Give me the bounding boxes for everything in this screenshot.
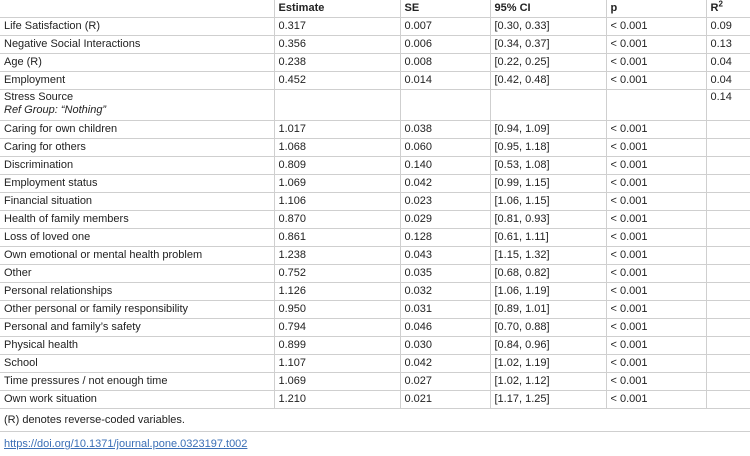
r2-cell [706,301,750,319]
header-r2 [706,0,750,18]
ci-cell: [0.68, 0.82] [490,265,606,283]
table-row [0,36,750,54]
ci-cell: [0.61, 1.11] [490,229,606,247]
p-value-cell: < 0.001 [606,193,706,211]
se-cell: 0.006 [400,36,490,54]
row-label: Caring for others [0,139,274,157]
row-label: Other [0,265,274,283]
p-value-cell: < 0.001 [606,54,706,72]
header-ci: 95% CI [490,0,606,18]
group-p-cell [606,90,706,121]
estimate-cell: 0.452 [274,72,400,90]
table-row [0,157,750,175]
se-cell: 0.043 [400,247,490,265]
stress-source-group [0,90,750,121]
table-row [0,337,750,355]
row-label: Other personal or family responsibility [0,301,274,319]
table-row [0,265,750,283]
p-value-cell: < 0.001 [606,157,706,175]
r2-cell [706,355,750,373]
row-label: Employment status [0,175,274,193]
ci-cell: [0.84, 0.96] [490,337,606,355]
ci-cell: [0.94, 1.09] [490,121,606,139]
r2-cell: 0.04 [706,72,750,90]
estimate-cell: 1.107 [274,355,400,373]
p-value-cell: < 0.001 [606,36,706,54]
se-cell: 0.029 [400,211,490,229]
estimate-cell: 1.126 [274,283,400,301]
estimate-cell: 0.238 [274,54,400,72]
estimate-cell: 0.861 [274,229,400,247]
table-row [0,301,750,319]
row-label: Caring for own children [0,121,274,139]
se-cell: 0.014 [400,72,490,90]
header-estimate: Estimate [274,0,400,18]
p-value-cell: < 0.001 [606,211,706,229]
p-value-cell: < 0.001 [606,18,706,36]
estimate-cell: 0.899 [274,337,400,355]
header-r2-letter: R [710,2,719,14]
r2-cell [706,175,750,193]
se-cell: 0.042 [400,355,490,373]
se-cell: 0.021 [400,391,490,409]
p-value-cell: < 0.001 [606,283,706,301]
group-reference: Ref Group: “Nothing” [4,104,107,116]
r2-cell: 0.04 [706,54,750,72]
estimate-cell: 1.210 [274,391,400,409]
row-label: Physical health [0,337,274,355]
estimate-cell: 0.809 [274,157,400,175]
group-r2-cell: 0.14 [706,90,750,121]
estimate-cell: 0.752 [274,265,400,283]
ci-cell: [0.81, 0.93] [490,211,606,229]
r2-cell [706,157,750,175]
ci-cell: [0.42, 0.48] [490,72,606,90]
header-p: p [606,0,706,18]
header-variable [0,0,274,18]
table-row [0,391,750,409]
group-label: Stress Source [4,91,74,103]
p-value-cell: < 0.001 [606,265,706,283]
se-cell: 0.042 [400,175,490,193]
se-cell: 0.032 [400,283,490,301]
row-label: Age (R) [0,54,274,72]
table-row [0,355,750,373]
row-label: Personal and family’s safety [0,319,274,337]
row-label: Own work situation [0,391,274,409]
estimate-cell: 0.870 [274,211,400,229]
group-se-cell [400,90,490,121]
table-row [0,373,750,391]
table-row [0,175,750,193]
row-label: Time pressures / not enough time [0,373,274,391]
ci-cell: [0.95, 1.18] [490,139,606,157]
r2-cell [706,265,750,283]
ci-cell: [1.15, 1.32] [490,247,606,265]
se-cell: 0.023 [400,193,490,211]
stress-source-rows [0,121,750,409]
group-estimate-cell [274,90,400,121]
ci-cell: [0.70, 0.88] [490,319,606,337]
se-cell: 0.038 [400,121,490,139]
r2-cell [706,337,750,355]
table-row [0,283,750,301]
row-label: Life Satisfaction (R) [0,18,274,36]
se-cell: 0.027 [400,373,490,391]
p-value-cell: < 0.001 [606,139,706,157]
p-value-cell: < 0.001 [606,337,706,355]
header-r2-superscript: 2 [718,0,723,9]
p-value-cell: < 0.001 [606,72,706,90]
se-cell: 0.030 [400,337,490,355]
doi-link[interactable]: https://doi.org/10.1371/journal.pone.0323197.t002 [4,438,248,450]
table-row [0,247,750,265]
table-row [0,319,750,337]
table-footnote: (R) denotes reverse-coded variables. [4,414,185,426]
table-row [0,121,750,139]
header-se: SE [400,0,490,18]
table-row [0,211,750,229]
estimate-cell: 1.238 [274,247,400,265]
r2-cell [706,391,750,409]
r2-cell [706,283,750,301]
estimate-cell: 1.069 [274,373,400,391]
r2-cell [706,229,750,247]
group-label-cell [0,90,274,121]
se-cell: 0.046 [400,319,490,337]
table-row [0,18,750,36]
p-value-cell: < 0.001 [606,319,706,337]
ci-cell: [0.30, 0.33] [490,18,606,36]
r2-cell [706,121,750,139]
estimate-cell: 1.069 [274,175,400,193]
row-label: Employment [0,72,274,90]
p-value-cell: < 0.001 [606,121,706,139]
table-header-row [0,0,750,18]
row-label: Health of family members [0,211,274,229]
r2-cell [706,247,750,265]
p-value-cell: < 0.001 [606,229,706,247]
table-row [0,139,750,157]
estimate-cell: 1.106 [274,193,400,211]
predictor-rows [0,18,750,90]
se-cell: 0.007 [400,18,490,36]
estimate-cell: 0.317 [274,18,400,36]
r2-cell [706,373,750,391]
ci-cell: [0.34, 0.37] [490,36,606,54]
row-label: Loss of loved one [0,229,274,247]
ci-cell: [1.02, 1.12] [490,373,606,391]
row-label: Own emotional or mental health problem [0,247,274,265]
estimate-cell: 1.017 [274,121,400,139]
se-cell: 0.128 [400,229,490,247]
ci-cell: [0.22, 0.25] [490,54,606,72]
table-row [0,72,750,90]
estimate-cell: 0.356 [274,36,400,54]
p-value-cell: < 0.001 [606,175,706,193]
row-label: Discrimination [0,157,274,175]
row-label: Personal relationships [0,283,274,301]
p-value-cell: < 0.001 [606,373,706,391]
table-row [0,229,750,247]
table-row [0,193,750,211]
group-row-stress-source [0,90,750,121]
estimate-cell: 1.068 [274,139,400,157]
estimate-cell: 0.950 [274,301,400,319]
se-cell: 0.060 [400,139,490,157]
table-row [0,54,750,72]
r2-cell: 0.13 [706,36,750,54]
r2-cell [706,193,750,211]
row-label: Financial situation [0,193,274,211]
se-cell: 0.140 [400,157,490,175]
ci-cell: [0.99, 1.15] [490,175,606,193]
p-value-cell: < 0.001 [606,355,706,373]
p-value-cell: < 0.001 [606,391,706,409]
ci-cell: [0.53, 1.08] [490,157,606,175]
r2-cell [706,139,750,157]
r2-cell [706,211,750,229]
p-value-cell: < 0.001 [606,247,706,265]
ci-cell: [0.89, 1.01] [490,301,606,319]
estimate-cell: 0.794 [274,319,400,337]
p-value-cell: < 0.001 [606,301,706,319]
ci-cell: [1.06, 1.15] [490,193,606,211]
se-cell: 0.031 [400,301,490,319]
ci-cell: [1.17, 1.25] [490,391,606,409]
r2-cell [706,319,750,337]
r2-cell: 0.09 [706,18,750,36]
doi-bar [0,431,750,456]
se-cell: 0.008 [400,54,490,72]
ci-cell: [1.02, 1.19] [490,355,606,373]
se-cell: 0.035 [400,265,490,283]
ci-cell: [1.06, 1.19] [490,283,606,301]
row-label: School [0,355,274,373]
row-label: Negative Social Interactions [0,36,274,54]
group-ci-cell [490,90,606,121]
